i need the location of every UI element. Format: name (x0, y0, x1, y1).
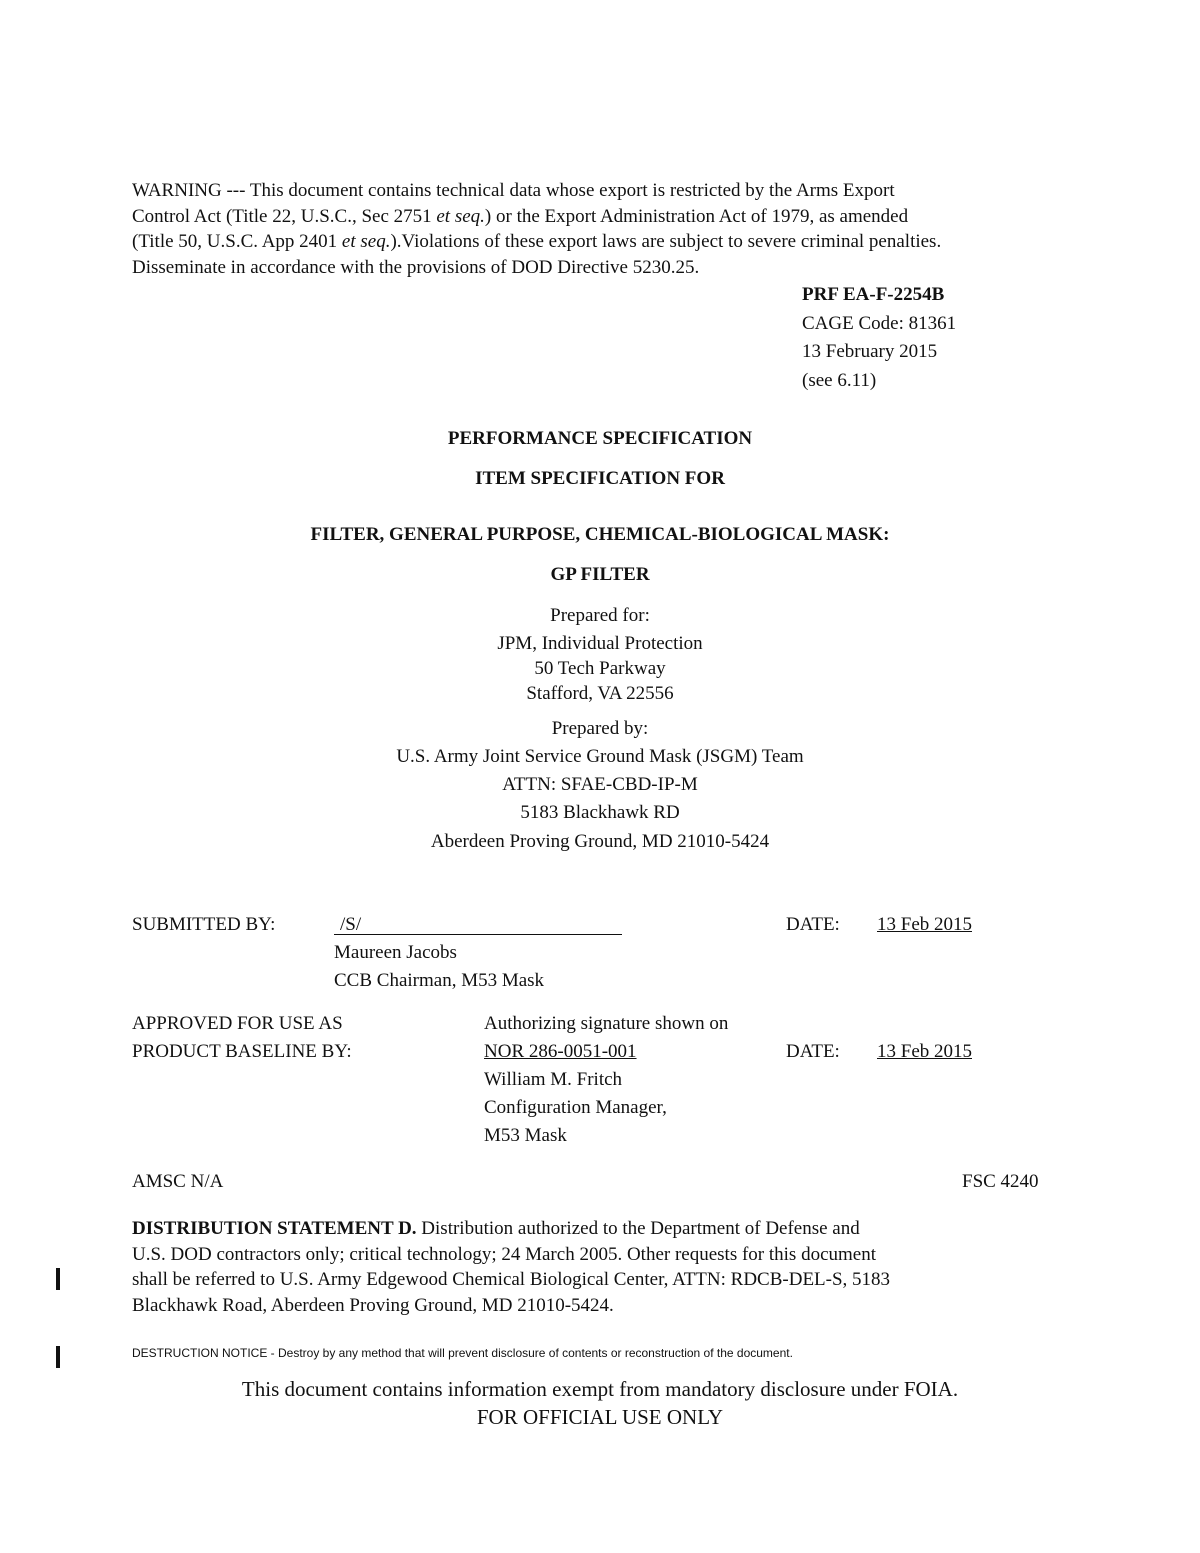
distribution-line-3: shall be referred to U.S. Army Edgewood Chemical Biological Center, ATTN: RDCB-DEL-S, 5183 (132, 1269, 891, 1290)
submitted-date: 13 Feb 2015 (877, 914, 972, 935)
prepared-by-org: U.S. Army Joint Service Ground Mask (JSGM) Team (396, 746, 804, 767)
warning-line-2-text-a: Control Act (Title 22, U.S.C., Sec 2751 (132, 205, 437, 227)
distribution-statement (132, 1216, 890, 1318)
approver-title-1: Configuration Manager, (484, 1097, 667, 1118)
submitted-date-label: DATE: (786, 914, 840, 935)
prepared-by-label: Prepared by: (551, 718, 649, 739)
distribution-line-4: Blackhawk Road, Aberdeen Proving Ground, MD 21010-5424. (132, 1294, 614, 1316)
spec-subtitle: ITEM SPECIFICATION FOR (475, 468, 725, 489)
distribution-line-1-text: Distribution authorized to the Department of Defense and (416, 1218, 860, 1239)
approved-label-line-1: APPROVED FOR USE AS (132, 1013, 343, 1034)
item-title: FILTER, GENERAL PURPOSE, CHEMICAL-BIOLOGICAL MASK: (310, 524, 890, 545)
submitter-name: Maureen Jacobs (334, 942, 457, 963)
approved-label-line-2: PRODUCT BASELINE BY: (132, 1041, 352, 1062)
document-id-block (802, 281, 956, 395)
authorizing-signature-note: Authorizing signature shown on (484, 1013, 729, 1034)
warning-line-3-text-a: (Title 50, U.S.C. App 2401 (132, 231, 342, 252)
warning-line-2-text-b: ) or the Export Administration Act of 1979, as amended (484, 205, 909, 227)
warning-line-3 (132, 229, 1092, 255)
document-number: PRF EA-F-2254B (802, 284, 945, 305)
submitter-title: CCB Chairman, M53 Mask (334, 970, 545, 991)
distribution-heading: DISTRIBUTION STATEMENT D. (132, 1218, 417, 1239)
prepared-for-city: Stafford, VA 22556 (526, 683, 674, 704)
export-warning (132, 178, 1092, 280)
item-short-title: GP FILTER (550, 564, 650, 585)
approver-title-2: M53 Mask (484, 1125, 567, 1146)
warning-line-2 (132, 204, 1092, 230)
signature-line (334, 914, 622, 935)
warning-line-1: WARNING --- This document contains technical data whose export is restricted by the Arms Export (132, 180, 895, 201)
nor-number: NOR 286-0051-001 (484, 1041, 637, 1062)
approved-date-label: DATE: (786, 1041, 840, 1062)
approved-date: 13 Feb 2015 (877, 1041, 972, 1062)
prepared-by-street: 5183 Blackhawk RD (520, 802, 680, 823)
fouo-marking: FOR OFFICIAL USE ONLY (476, 1405, 724, 1429)
revision-bar (56, 1268, 60, 1290)
destruction-notice: DESTRUCTION NOTICE - Destroy by any method that will prevent disclosure of contents or reconstruction of the document. (132, 1346, 793, 1360)
prepared-for-org: JPM, Individual Protection (497, 633, 703, 654)
distribution-line-2: U.S. DOD contractors only; critical technology; 24 March 2005. Other requests for this document (132, 1243, 876, 1265)
approver-name: William M. Fritch (484, 1069, 623, 1090)
prepared-by-attn: ATTN: SFAE-CBD-IP-M (502, 774, 698, 795)
foia-notice: This document contains information exempt from mandatory disclosure under FOIA. (241, 1377, 959, 1401)
warning-line-3-text-b: ).Violations of these export laws are subject to severe criminal penalties. (390, 231, 942, 252)
amsc-code: AMSC N/A (132, 1171, 224, 1192)
supersession-note: (see 6.11) (802, 369, 877, 391)
prepared-for-street: 50 Tech Parkway (534, 658, 666, 679)
submitted-by-label: SUBMITTED BY: (132, 914, 276, 935)
warning-line-3-italic: et seq. (341, 231, 391, 252)
cage-code: CAGE Code: 81361 (802, 312, 957, 334)
submitted-signature: /S/ (340, 914, 362, 935)
warning-line-4: Disseminate in accordance with the provisions of DOD Directive 5230.25. (132, 256, 700, 278)
spec-type-title: PERFORMANCE SPECIFICATION (447, 428, 753, 449)
prepared-by-city: Aberdeen Proving Ground, MD 21010-5424 (430, 831, 770, 852)
revision-bar (56, 1346, 60, 1368)
fsc-code: FSC 4240 (962, 1171, 1039, 1192)
warning-line-2-italic: et seq. (436, 205, 485, 227)
distribution-line-1 (132, 1216, 890, 1242)
prepared-for-label: Prepared for: (550, 605, 650, 626)
document-date: 13 February 2015 (802, 341, 938, 362)
